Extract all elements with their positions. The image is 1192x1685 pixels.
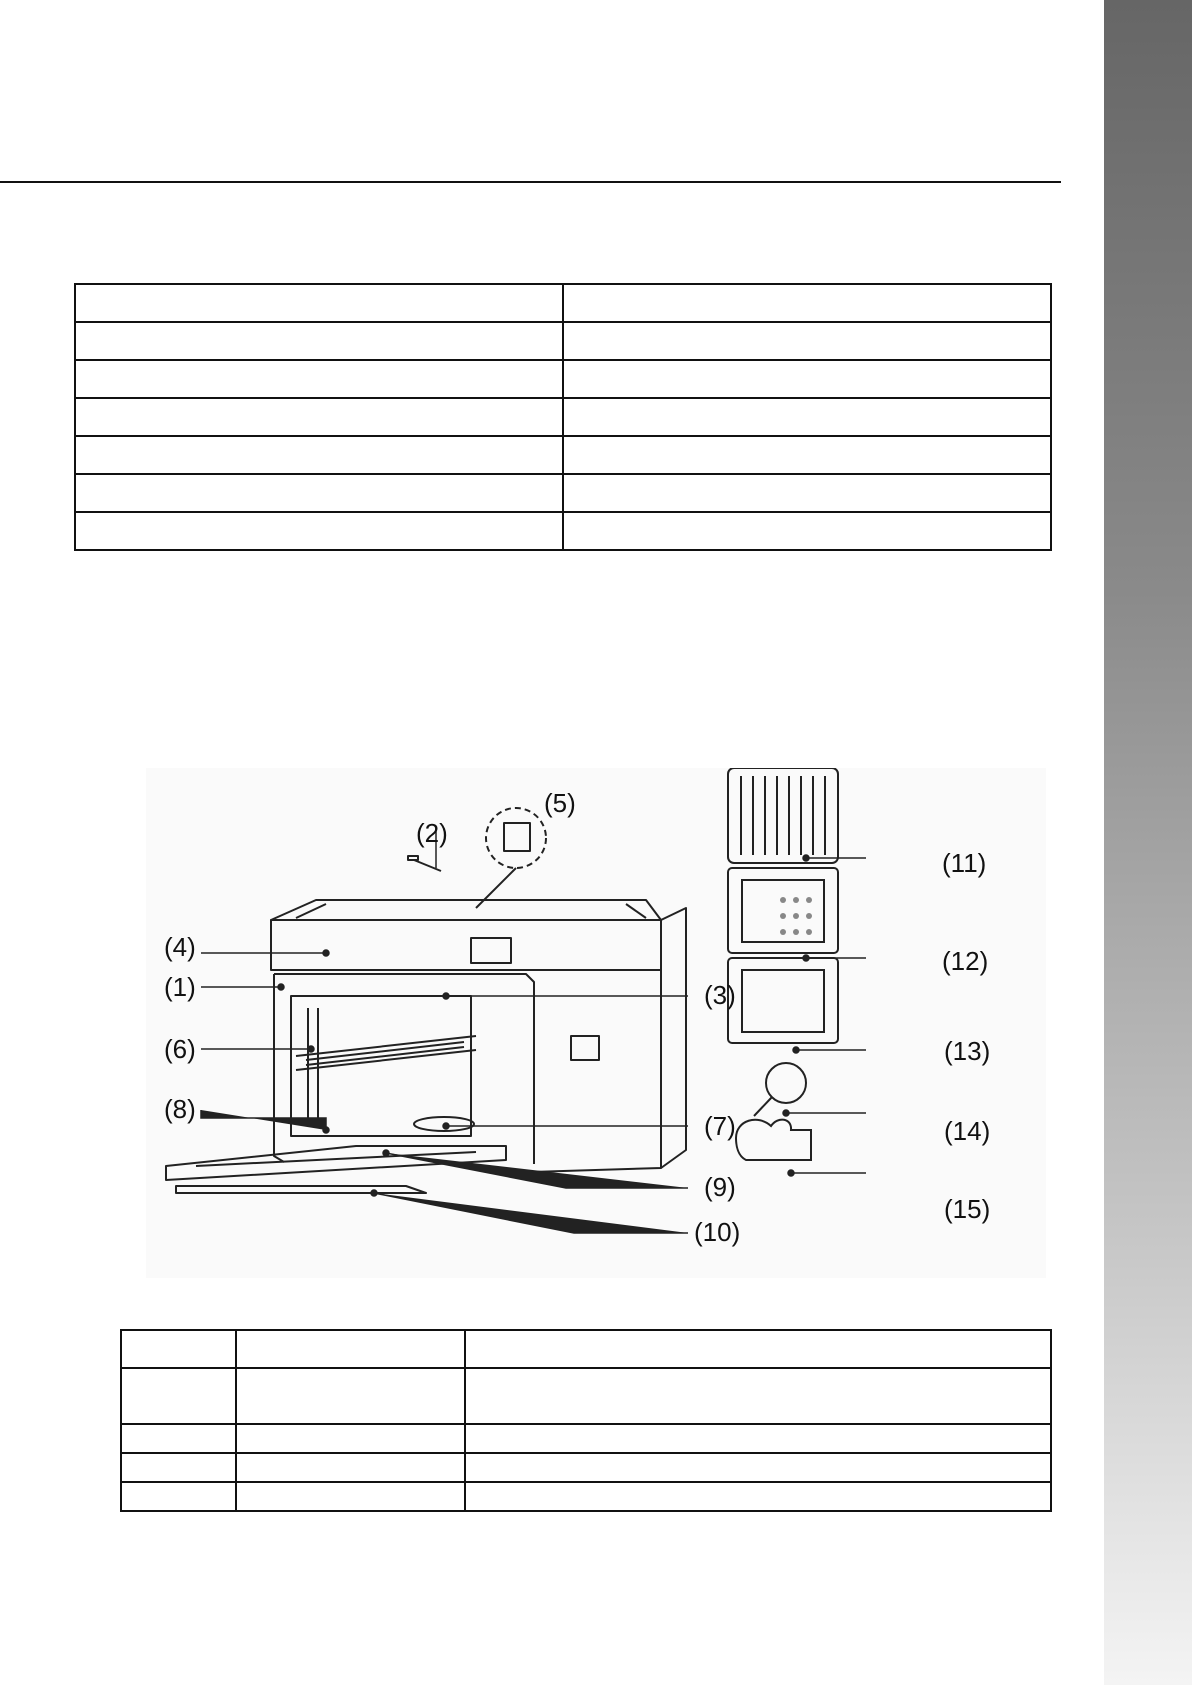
oven-drawing [146, 768, 1046, 1278]
spec-table [74, 283, 1052, 551]
callout-5: (5) [544, 788, 576, 818]
callout-10: (10) [694, 1217, 741, 1247]
callout-15: (15) [944, 1194, 991, 1224]
table-row [121, 1424, 1051, 1453]
callout-6: (6) [164, 1034, 196, 1064]
oven-diagram [146, 768, 1046, 1278]
callout-13: (13) [944, 1036, 991, 1066]
callout-14: (14) [944, 1116, 991, 1146]
parts-table [120, 1329, 1052, 1512]
table-row [121, 1482, 1051, 1511]
table-row [75, 322, 1051, 360]
table-row [75, 398, 1051, 436]
table-row [121, 1368, 1051, 1424]
callout-11: (11) [942, 848, 987, 878]
table-row [121, 1453, 1051, 1482]
callout-4: (4) [164, 932, 196, 962]
header-rule [0, 181, 1061, 183]
table-row [75, 436, 1051, 474]
callout-1: (1) [164, 972, 196, 1002]
table-row [75, 512, 1051, 550]
callout-9: (9) [704, 1172, 736, 1202]
callout-3: (3) [704, 980, 736, 1010]
callout-8: (8) [164, 1094, 196, 1124]
callout-2: (2) [416, 818, 448, 848]
callout-7: (7) [704, 1111, 736, 1141]
table-row [75, 474, 1051, 512]
callout-12: (12) [942, 946, 989, 976]
table-row [75, 284, 1051, 322]
table-row [121, 1330, 1051, 1368]
side-thumb-tab [1104, 0, 1192, 1685]
table-row [75, 360, 1051, 398]
